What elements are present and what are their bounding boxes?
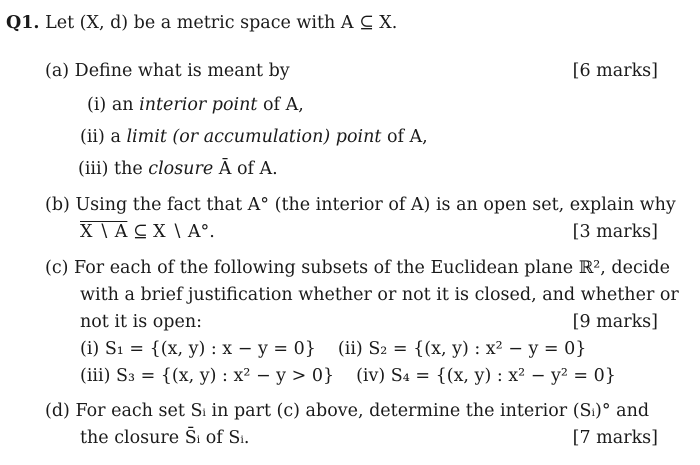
part-c-label: (c) <box>45 258 69 278</box>
part-d-text-1: For each set Sᵢ in part (c) above, determine the interior (Sᵢ)° and <box>75 401 650 421</box>
part-c-sets-row-1 <box>80 341 586 359</box>
part-b-line-1 <box>45 197 676 215</box>
part-b-marks: [3 marks] <box>572 222 658 242</box>
question-label: Q1. <box>6 13 40 33</box>
part-a-text: Define what is meant by <box>74 61 290 81</box>
item-post: of A, <box>381 127 428 147</box>
item-emph: closure <box>148 159 214 179</box>
part-c-text-1: For each of the following subsets of the Euclidean plane ℝ², decide <box>74 258 670 278</box>
item-pre: an <box>111 95 140 115</box>
part-d-label: (d) <box>45 401 70 421</box>
part-c-marks: [9 marks] <box>572 312 658 332</box>
item-label: (i) <box>87 95 107 115</box>
set-s1: (i) S₁ = {(x, y) : x − y = 0} <box>80 339 316 359</box>
part-c-line-1 <box>45 260 670 278</box>
part-b-line-2 <box>80 224 215 242</box>
closure-of-complement: X ∖ A <box>80 222 128 242</box>
set-s3: (iii) S₃ = {(x, y) : x² − y > 0} <box>80 366 335 386</box>
part-d-marks: [7 marks] <box>572 428 658 448</box>
item-emph: limit (or accumulation) point <box>126 127 382 147</box>
part-b-label: (b) <box>45 195 70 215</box>
part-a-marks: [6 marks] <box>572 61 658 81</box>
part-a-label: (a) <box>45 61 70 81</box>
part-a-item-2 <box>80 129 428 147</box>
item-post: of A, <box>257 95 304 115</box>
part-a-item-1 <box>87 97 304 115</box>
item-pre: a <box>110 127 127 147</box>
part-d-line-1 <box>45 403 649 421</box>
item-pre: the <box>114 159 149 179</box>
item-emph: interior point <box>139 95 258 115</box>
part-c-line-3: not it is open: <box>80 312 202 332</box>
part-c-line-2: with a brief justification whether or not it is closed, and whether or <box>80 285 679 305</box>
part-a <box>45 63 290 81</box>
part-b-text-1: Using the fact that A° (the interior of A) is an open set, explain why <box>75 195 676 215</box>
item-label: (ii) <box>80 127 105 147</box>
part-b-text-2: ⊆ X ∖ A°. <box>127 222 215 242</box>
set-s4: (iv) S₄ = {(x, y) : x² − y² = 0} <box>356 366 616 386</box>
question-intro: Let (X, d) be a metric space with A ⊆ X. <box>45 13 398 33</box>
part-a-item-3 <box>78 161 278 179</box>
item-post: Ā of A. <box>213 159 278 179</box>
item-label: (iii) <box>78 159 109 179</box>
part-d-line-2: the closure S̄ᵢ of Sᵢ. <box>80 428 250 448</box>
part-c-sets-row-2 <box>80 368 616 386</box>
set-s2: (ii) S₂ = {(x, y) : x² − y = 0} <box>337 339 587 359</box>
question-heading <box>6 15 397 33</box>
